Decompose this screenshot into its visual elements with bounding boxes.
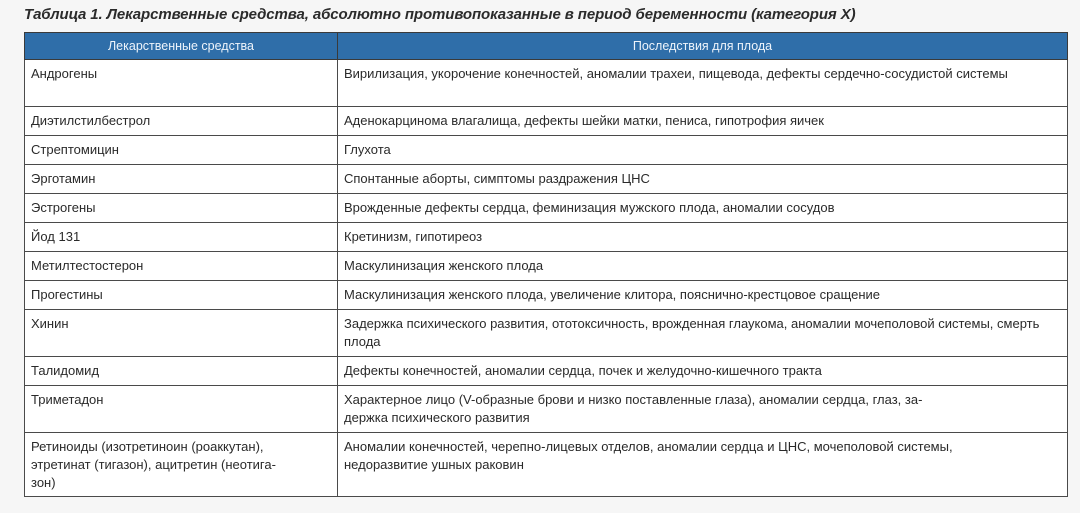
effect-cell: Маскулинизация женского плода, увеличение клитора, пояснично-крестцовое сращение [338, 281, 1068, 310]
drug-cell: Хинин [25, 310, 338, 357]
drug-cell: Эрготамин [25, 165, 338, 194]
effect-cell: Кретинизм, гипотиреоз [338, 223, 1068, 252]
effect-cell: Спонтанные аборты, симптомы раздражения ЦНС [338, 165, 1068, 194]
drug-cell: Прогестины [25, 281, 338, 310]
header-effect: Последствия для плода [338, 33, 1068, 60]
table-row [25, 281, 1068, 310]
table-header-row [25, 33, 1068, 60]
table-row [25, 386, 1068, 433]
effect-cell: Задержка психического развития, ототоксичность, врожденная глаукома, аномалии мочеполовой системы, смерть плода [338, 310, 1068, 357]
table-caption: Таблица 1. Лекарственные средства, абсолютно противопоказанные в период беременности (категория X) [24, 6, 856, 23]
table-row [25, 194, 1068, 223]
table-row [25, 165, 1068, 194]
drug-cell: Йод 131 [25, 223, 338, 252]
effect-cell: Аномалии конечностей, черепно-лицевых отделов, аномалии сердца и ЦНС, мочеполовой системы, недоразвитие ушных раковин [338, 433, 1068, 497]
contraindicated-drugs-table [24, 32, 1068, 497]
effect-cell: Аденокарцинома влагалища, дефекты шейки матки, пениса, гипотрофия яичек [338, 107, 1068, 136]
effect-cell: Маскулинизация женского плода [338, 252, 1068, 281]
table-row [25, 136, 1068, 165]
drug-cell: Андрогены [25, 60, 338, 107]
effect-cell: Глухота [338, 136, 1068, 165]
drug-cell: Триметадон [25, 386, 338, 433]
drug-cell: Эстрогены [25, 194, 338, 223]
table-row [25, 252, 1068, 281]
effect-cell: Дефекты конечностей, аномалии сердца, почек и желудочно-кишечного тракта [338, 357, 1068, 386]
table-row [25, 107, 1068, 136]
effect-cell: Характерное лицо (V-образные брови и низко поставленные глаза), аномалии сердца, глаз, за- держка психического развития [338, 386, 1068, 433]
drug-cell: Метилтестостерон [25, 252, 338, 281]
drug-cell: Стрептомицин [25, 136, 338, 165]
table-row [25, 310, 1068, 357]
table-row [25, 223, 1068, 252]
drug-cell: Диэтилстилбестрол [25, 107, 338, 136]
header-drug: Лекарственные средства [25, 33, 338, 60]
effect-cell: Вирилизация, укорочение конечностей, аномалии трахеи, пищевода, дефекты сердечно-сосудистой системы [338, 60, 1068, 107]
table-row [25, 357, 1068, 386]
drug-cell: Ретиноиды (изотретиноин (роаккутан), этретинат (тигазон), ацитретин (неотига- зон) [25, 433, 338, 497]
table-row [25, 433, 1068, 497]
table-row [25, 60, 1068, 107]
effect-cell: Врожденные дефекты сердца, феминизация мужского плода, аномалии сосудов [338, 194, 1068, 223]
drug-cell: Талидомид [25, 357, 338, 386]
